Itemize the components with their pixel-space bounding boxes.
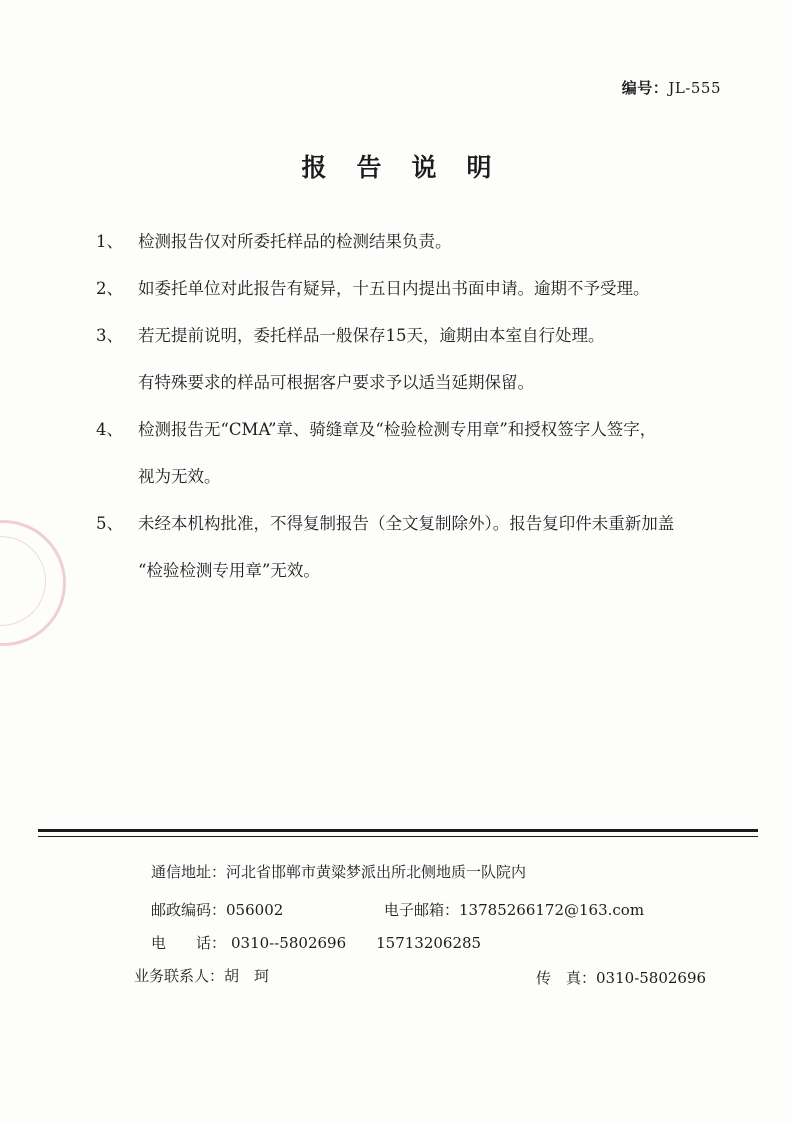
clause-text-continued: “检验检测专用章”无效。	[138, 561, 320, 580]
phone-value-secondary: 15713206285	[376, 934, 482, 952]
email-label: 电子邮箱：	[384, 901, 460, 919]
footer-divider-thick	[38, 829, 758, 832]
contact-label: 业务联系人：	[134, 967, 225, 985]
footer-phone	[151, 932, 481, 953]
clause-3	[96, 312, 736, 406]
footer-divider-thin	[38, 836, 758, 837]
footer-contact	[134, 965, 269, 986]
email-value: 13785266172@163.com	[459, 901, 645, 919]
postcode-label: 邮政编码：	[151, 901, 227, 919]
clause-number: 2、	[96, 279, 123, 298]
clause-2	[96, 265, 736, 312]
clause-number: 1、	[96, 232, 123, 251]
address-label: 通信地址：	[151, 863, 227, 881]
footer-postcode	[151, 899, 283, 920]
phone-value-primary: 0310--5802696	[231, 934, 347, 952]
clause-5	[96, 500, 736, 594]
footer-address	[151, 861, 526, 882]
clause-text: 未经本机构批准，不得复制报告（全文复制除外）。报告复印件未重新加盖	[138, 514, 675, 533]
fax-value: 0310-5802696	[596, 969, 707, 987]
postcode-value: 056002	[226, 901, 284, 919]
footer-email	[384, 899, 644, 920]
page-title: 报告说明	[301, 153, 522, 182]
clause-number: 5、	[96, 514, 123, 533]
clause-1	[96, 218, 736, 265]
fax-label: 传 真：	[536, 969, 597, 987]
clause-number: 4、	[96, 420, 123, 439]
clause-number: 3、	[96, 326, 123, 345]
address-value: 河北省邯郸市黄粱梦派出所北侧地质一队院内	[226, 863, 527, 881]
clause-4	[96, 406, 736, 500]
document-number-label: 编号：	[621, 79, 669, 97]
clause-text: 检测报告仅对所委托样品的检测结果负责。	[138, 232, 452, 251]
document-number	[622, 77, 721, 98]
clause-text-continued: 有特殊要求的样品可根据客户要求予以适当延期保留。	[138, 373, 534, 392]
footer-fax	[536, 967, 706, 988]
document-number-value: JL-555	[668, 79, 721, 97]
clause-text: 检测报告无“CMA”章、骑缝章及“检验检测专用章”和授权签字人签字，	[138, 420, 657, 439]
contact-value: 胡 珂	[224, 967, 270, 985]
clause-text-continued: 视为无效。	[138, 467, 221, 486]
phone-label: 电 话：	[151, 934, 227, 952]
clause-text: 如委托单位对此报告有疑异，十五日内提出书面申请。逾期不予受理。	[138, 279, 650, 298]
clause-text: 若无提前说明，委托样品一般保存15天，逾期由本室自行处理。	[138, 326, 605, 345]
